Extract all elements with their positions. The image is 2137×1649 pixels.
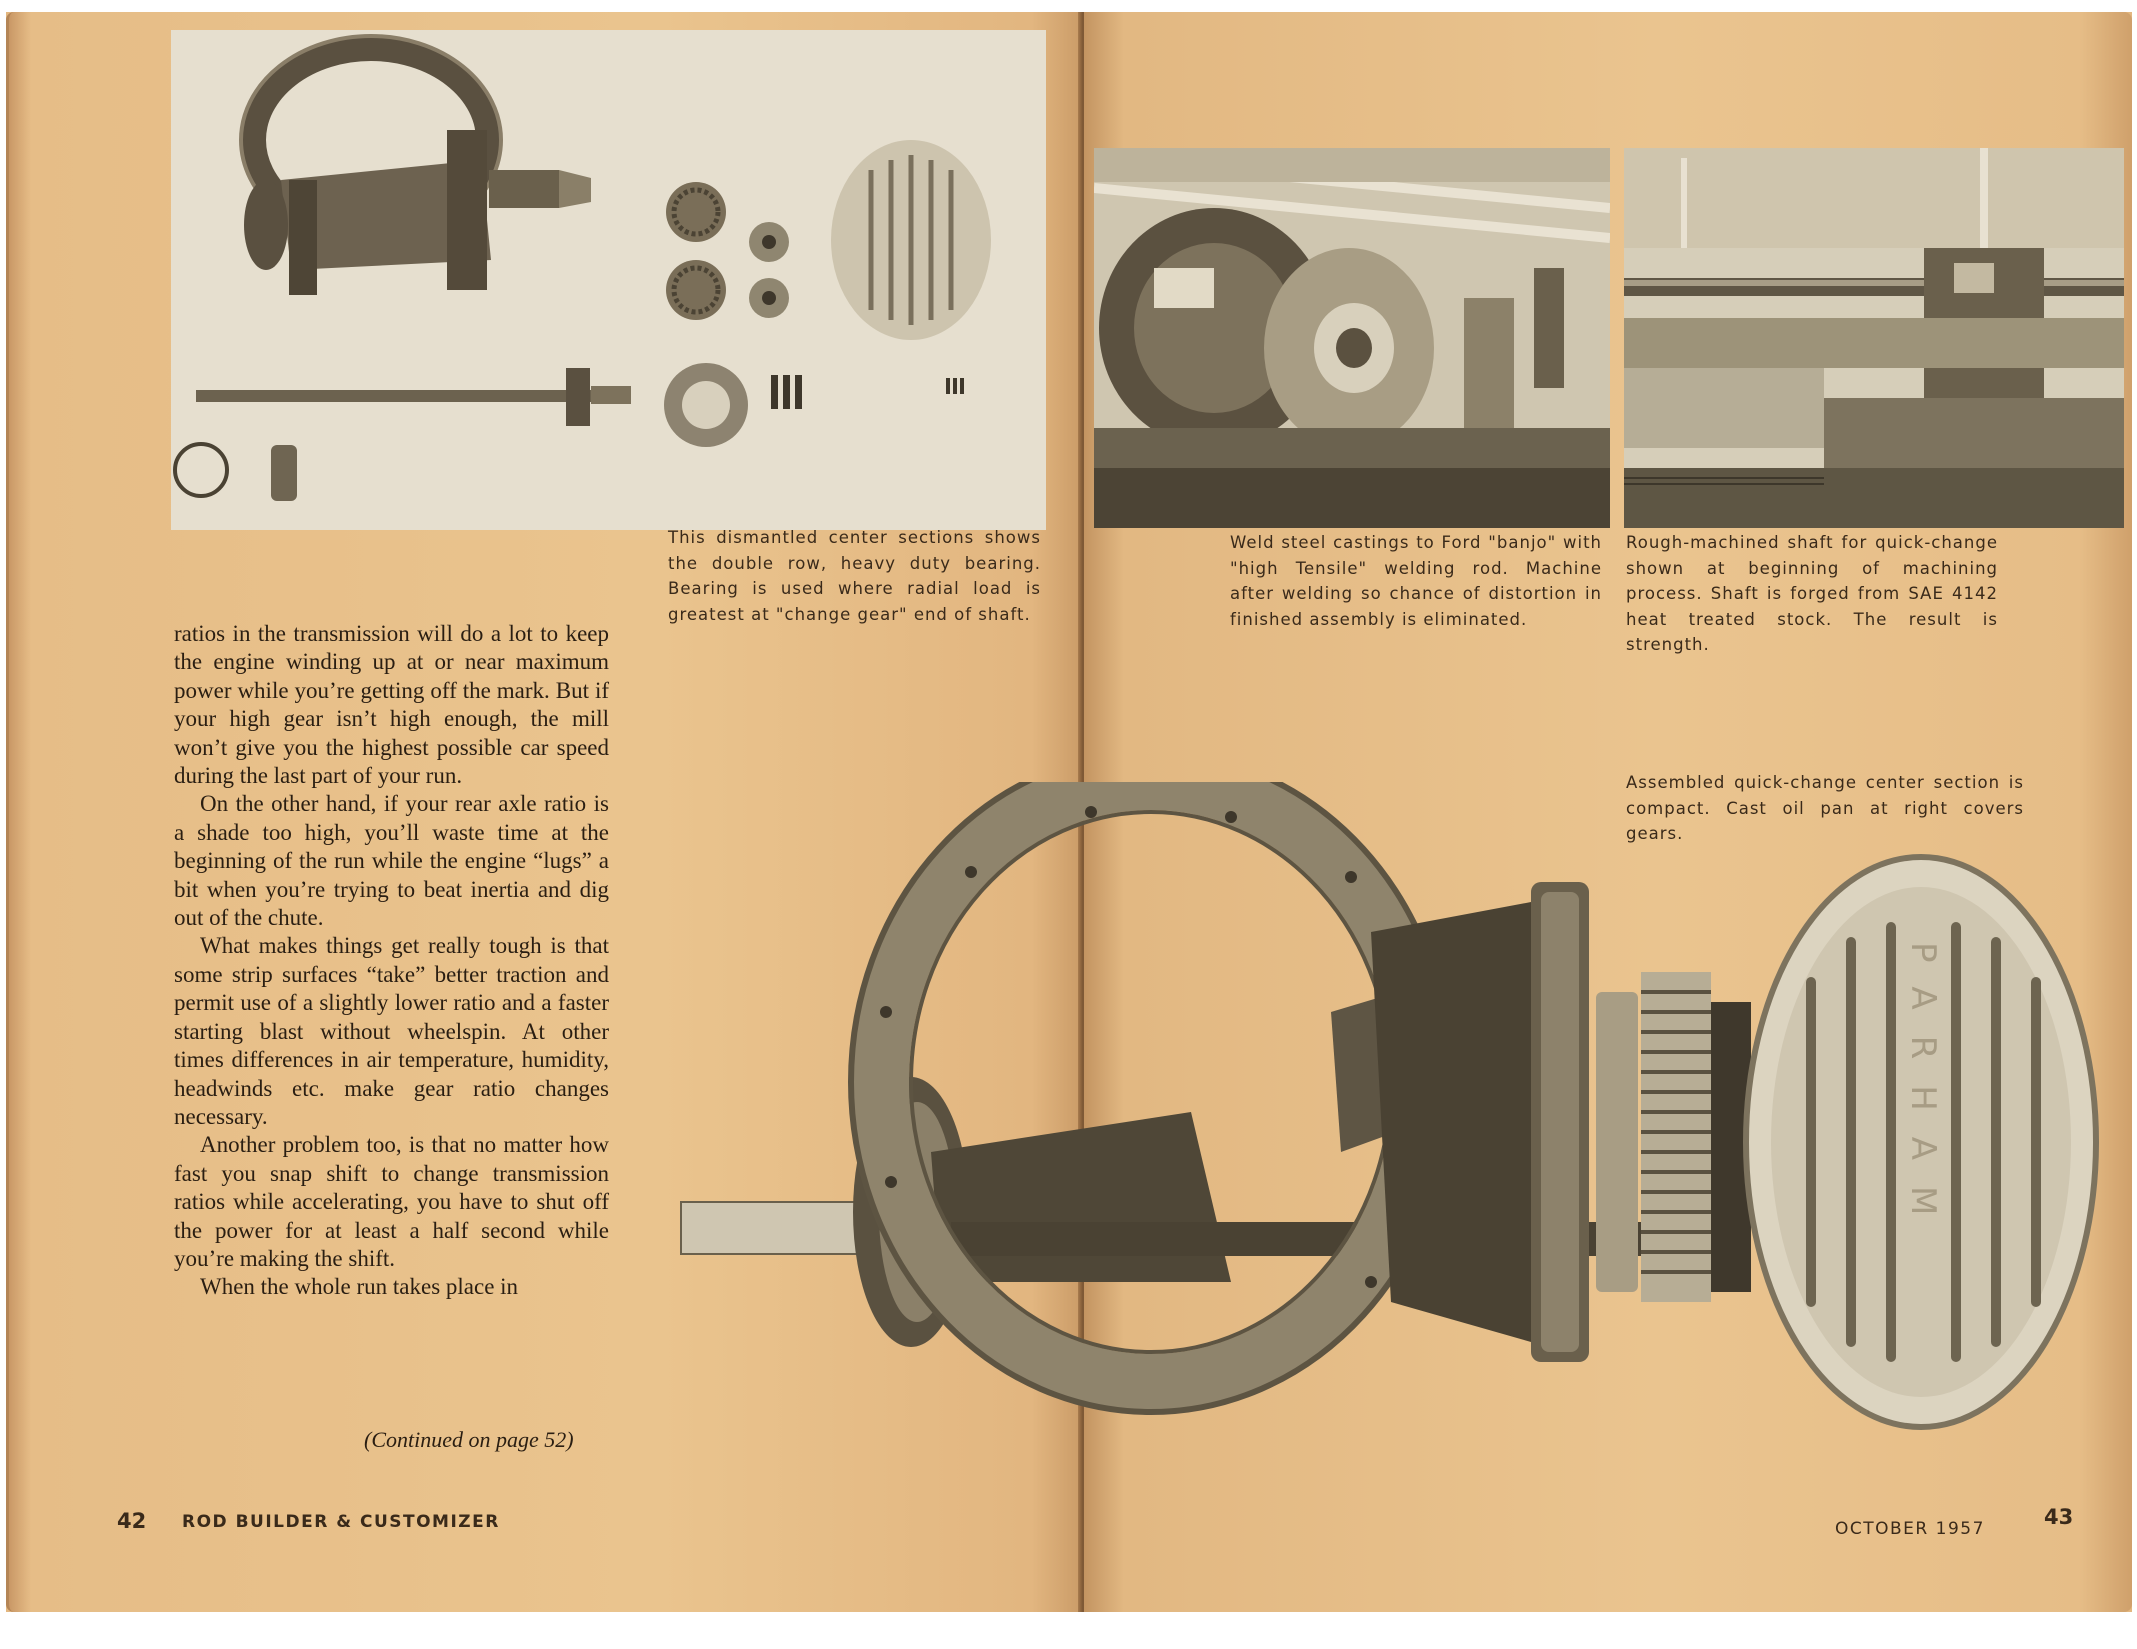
paragraph-2: On the other hand, if your rear axle ratio is a shade too high, you’ll waste time at the beginning of the run while the engine “lugs” a bit when you’re trying to beat inertia and dig out of the chute. bbox=[174, 791, 609, 931]
issue-date: OCTOBER 1957 bbox=[1835, 1519, 1985, 1539]
photo-caption-dismantled: This dismantled center sections shows the double row, heavy duty bearing. Bearing is used where radial load is greatest at "change gear" end of shaft. bbox=[668, 528, 1041, 624]
page-number-left: 42 bbox=[117, 1509, 147, 1533]
oil-pan-lettering: PARHAM bbox=[1903, 942, 1943, 1242]
assembled-center-section-photo bbox=[671, 782, 2121, 1462]
rough-machined-shaft-photo bbox=[1624, 148, 2124, 528]
lathe-welding-photo bbox=[1094, 148, 1610, 528]
photo-caption-assembled: Assembled quick-change center section is compact. Cast oil pan at right covers gears. bbox=[1626, 773, 2024, 843]
paragraph-3: What makes things get really tough is that some strip surfaces “take” better traction and permit use of a slightly lower ratio and a faster starting blast without wheelspin. At other times differences in air temperature, humidity, headwinds etc. make gear ratio changes necessary. bbox=[174, 933, 609, 1129]
dismantled-center-section-photo bbox=[171, 30, 1046, 530]
paragraph-5: When the whole run takes place in bbox=[200, 1274, 519, 1300]
paragraph-4: Another problem too, is that no matter how fast you snap shift to change transmission ratios while accelerating, you have to shut off the power for at least a half second while you’re making the shift. bbox=[174, 1132, 609, 1271]
photo-caption-lathe: Weld steel castings to Ford "banjo" with "high Tensile" welding rod. Machine after welding so chance of distortion in finished assembly is eliminated. bbox=[1230, 533, 1602, 629]
continued-line: (Continued on page 52) bbox=[364, 1427, 574, 1452]
paragraph-1: ratios in the transmission will do a lot to keep the engine winding up at or near maximum power while you’re getting off the mark. But if your high gear isn’t high enough, the mill won’t give you the highest possible car speed during the last part of your run. bbox=[174, 621, 609, 789]
photo-caption-shaft: Rough-machined shaft for quick-change shown at beginning of machining process. Shaft is forged from SAE 4142 heat treated stock. The result is strength. bbox=[1626, 533, 1998, 654]
running-head-left: ROD BUILDER & CUSTOMIZER bbox=[182, 1512, 500, 1532]
magazine-spread bbox=[6, 12, 2132, 1612]
article-body bbox=[174, 620, 609, 1302]
page-number-right: 43 bbox=[2044, 1505, 2074, 1529]
